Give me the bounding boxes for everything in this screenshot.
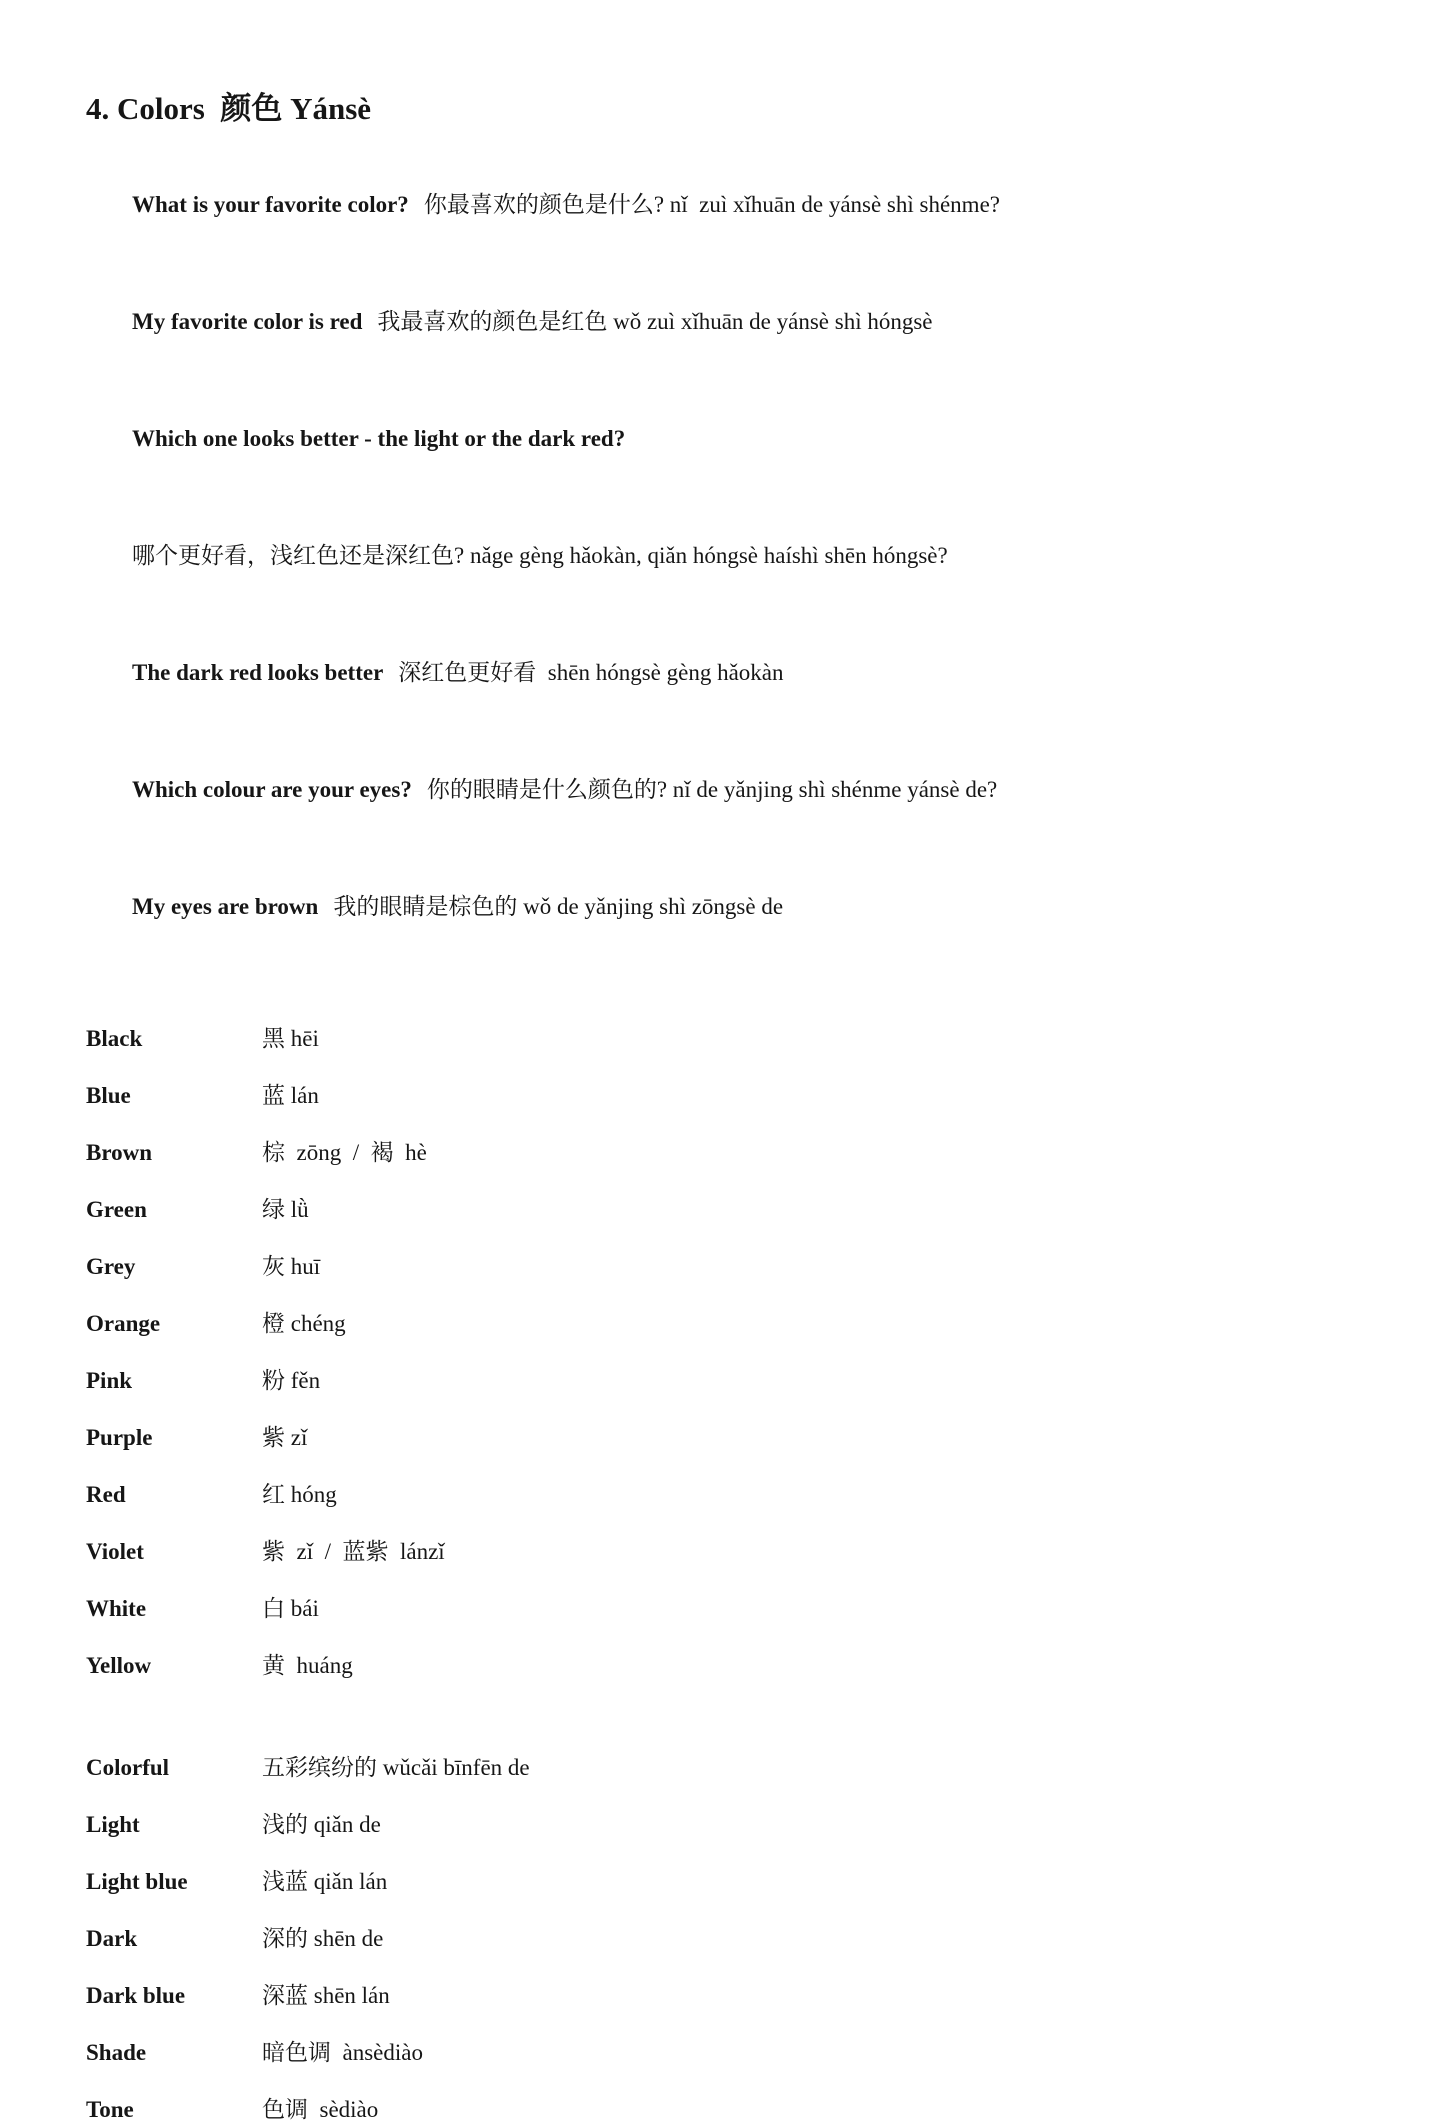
dialogue-line: [86, 511, 1375, 601]
vocab-chinese-pinyin: 粉 fěn: [262, 1368, 321, 1393]
vocab-row: [86, 2095, 1375, 2125]
dialogue-line: [86, 862, 1375, 952]
dialogue-english-phrase: The dark red looks better: [132, 660, 384, 685]
vocab-row: [86, 1867, 1375, 1897]
dialogue-chinese-pinyin: 深红色更好看 shēn hóngsè gèng hǎokàn: [398, 660, 784, 685]
dialogue-english-phrase: Which colour are your eyes?: [132, 777, 412, 802]
vocab-english-label: Violet: [86, 1539, 144, 1564]
vocab-chinese-pinyin: 深蓝 shēn lán: [262, 1983, 390, 2008]
vocab-english-label: Shade: [86, 2040, 147, 2065]
vocab-english-label: Blue: [86, 1083, 131, 1108]
dialogue-english-phrase: What is your favorite color?: [132, 192, 409, 217]
vocab-english-label: Green: [86, 1197, 147, 1222]
vocab-english-label: Pink: [86, 1368, 133, 1393]
vocab-row: [86, 1537, 1375, 1567]
vocab-english-label: Yellow: [86, 1653, 152, 1678]
vocab-english-label: Brown: [86, 1140, 153, 1165]
vocab-row: [86, 1252, 1375, 1282]
vocab-english-label: Light blue: [86, 1869, 188, 1894]
vocab-chinese-pinyin: 浅蓝 qiǎn lán: [262, 1869, 388, 1894]
modifier-vocabulary-list: [86, 1753, 1375, 2125]
dialogue-english-phrase: My eyes are brown: [132, 894, 319, 919]
vocab-row: [86, 1024, 1375, 1054]
vocab-english-label: White: [86, 1596, 147, 1621]
dialogue-line: [86, 277, 1375, 367]
vocab-chinese-pinyin: 暗色调 ànsèdiào: [262, 2040, 423, 2065]
vocab-chinese-pinyin: 五彩缤纷的 wǔcǎi bīnfēn de: [262, 1755, 530, 1780]
vocab-chinese-pinyin: 深的 shēn de: [262, 1926, 384, 1951]
vocab-row: [86, 1753, 1375, 1783]
vocab-chinese-pinyin: 蓝 lán: [262, 1083, 319, 1108]
vocab-row: [86, 1981, 1375, 2011]
vocab-english-label: Dark: [86, 1926, 138, 1951]
dialogue-chinese-pinyin: 你的眼睛是什么颜色的? nǐ de yǎnjing shì shénme yánsè de?: [426, 777, 998, 802]
vocab-chinese-pinyin: 棕 zōng / 褐 hè: [262, 1140, 427, 1165]
vocab-row: [86, 1924, 1375, 1954]
dialogue-english-phrase: My favorite color is red: [132, 309, 363, 334]
vocab-english-label: Tone: [86, 2097, 134, 2122]
dialogue-line: [86, 394, 1375, 484]
vocab-english-label: Purple: [86, 1425, 153, 1450]
dialogue-line: [86, 160, 1375, 250]
vocab-chinese-pinyin: 红 hóng: [262, 1482, 337, 1507]
vocab-english-label: Light: [86, 1812, 140, 1837]
vocab-english-label: Red: [86, 1482, 126, 1507]
vocab-chinese-pinyin: 色调 sèdiào: [262, 2097, 379, 2122]
vocab-chinese-pinyin: 灰 huī: [262, 1254, 321, 1279]
vocab-row: [86, 1081, 1375, 1111]
dialogue-chinese-pinyin: 你最喜欢的颜色是什么? nǐ zuì xǐhuān de yánsè shì shénme?: [423, 192, 1000, 217]
vocab-english-label: Orange: [86, 1311, 161, 1336]
vocab-english-label: Grey: [86, 1254, 136, 1279]
vocab-row: [86, 1651, 1375, 1681]
vocab-row: [86, 1423, 1375, 1453]
dialogue-line: [86, 745, 1375, 835]
vocab-chinese-pinyin: 黄 huáng: [262, 1653, 353, 1678]
vocab-row: [86, 1594, 1375, 1624]
vocab-chinese-pinyin: 橙 chéng: [262, 1311, 346, 1336]
vocab-row: [86, 1810, 1375, 1840]
vocab-chinese-pinyin: 紫 zǐ: [262, 1425, 308, 1450]
dialogue-chinese-pinyin: 我的眼睛是棕色的 wǒ de yǎnjing shì zōngsè de: [333, 894, 784, 919]
vocab-chinese-pinyin: 白 bái: [262, 1596, 319, 1621]
vocab-chinese-pinyin: 紫 zǐ / 蓝紫 lánzǐ: [262, 1539, 445, 1564]
vocab-chinese-pinyin: 黑 hēi: [262, 1026, 319, 1051]
dialogue-line: [86, 628, 1375, 718]
vocab-english-label: Colorful: [86, 1755, 170, 1780]
dialogue-section: [86, 160, 1375, 952]
vocab-row: [86, 1195, 1375, 1225]
vocab-english-label: Dark blue: [86, 1983, 186, 2008]
color-vocabulary-list: [86, 1024, 1375, 1681]
vocab-chinese-pinyin: 浅的 qiǎn de: [262, 1812, 381, 1837]
vocab-row: [86, 1138, 1375, 1168]
vocab-english-label: Black: [86, 1026, 143, 1051]
page-title: 4. Colors 颜色 Yánsè: [86, 91, 372, 126]
vocab-row: [86, 1309, 1375, 1339]
dialogue-english-phrase: Which one looks better - the light or the dark red?: [132, 426, 626, 451]
vocab-chinese-pinyin: 绿 lǜ: [262, 1197, 309, 1222]
vocab-row: [86, 1366, 1375, 1396]
dialogue-chinese-pinyin: 我最喜欢的颜色是红色 wǒ zuì xǐhuān de yánsè shì hóngsè: [377, 309, 933, 334]
vocab-row: [86, 1480, 1375, 1510]
dialogue-chinese-pinyin: 哪个更好看，浅红色还是深红色? nǎge gèng hǎokàn, qiǎn hóngsè haíshì shēn hóngsè?: [132, 543, 948, 568]
